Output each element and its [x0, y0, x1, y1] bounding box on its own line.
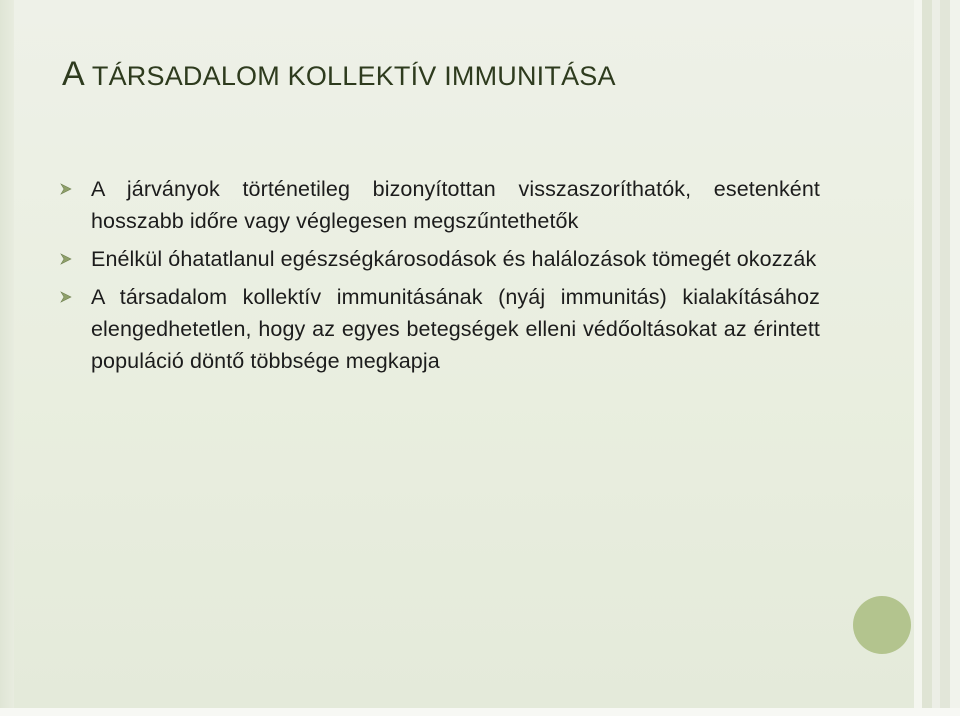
right-decorative-stripe	[922, 0, 932, 716]
bullet-text: A járványok történetileg bizonyítottan visszaszoríthatók, esetenként hosszabb időre vagy véglegesen megszűntethetők	[91, 177, 820, 233]
arrow-bullet-icon	[60, 291, 72, 303]
right-decorative-stripe	[932, 0, 940, 716]
left-decorative-strip	[0, 0, 14, 716]
arrow-bullet-icon	[60, 183, 72, 195]
bottom-decorative-line	[0, 708, 960, 716]
bullet-text: Enélkül óhatatlanul egészségkárosodások és halálozások tömegét okozzák	[91, 247, 817, 271]
list-item	[58, 281, 820, 377]
right-decorative-stripe	[914, 0, 922, 716]
title-rest: TÁRSADALOM KOLLEKTÍV IMMUNITÁSA	[84, 61, 616, 91]
title-initial: A	[62, 55, 85, 93]
right-decorative-stripe	[950, 0, 960, 716]
list-item	[58, 243, 820, 275]
bullet-list	[58, 173, 820, 383]
decorative-circle	[853, 596, 911, 654]
arrow-bullet-icon	[60, 253, 72, 265]
slide-title	[62, 54, 616, 95]
right-decorative-stripe	[940, 0, 950, 716]
list-item	[58, 173, 820, 237]
bullet-text: A társadalom kollektív immunitásának (nyáj immunitás) kialakításához elengedhetetlen, hogy az egyes betegségek elleni védőoltásokat az érintett populáció döntő többsége megkapja	[91, 285, 820, 373]
